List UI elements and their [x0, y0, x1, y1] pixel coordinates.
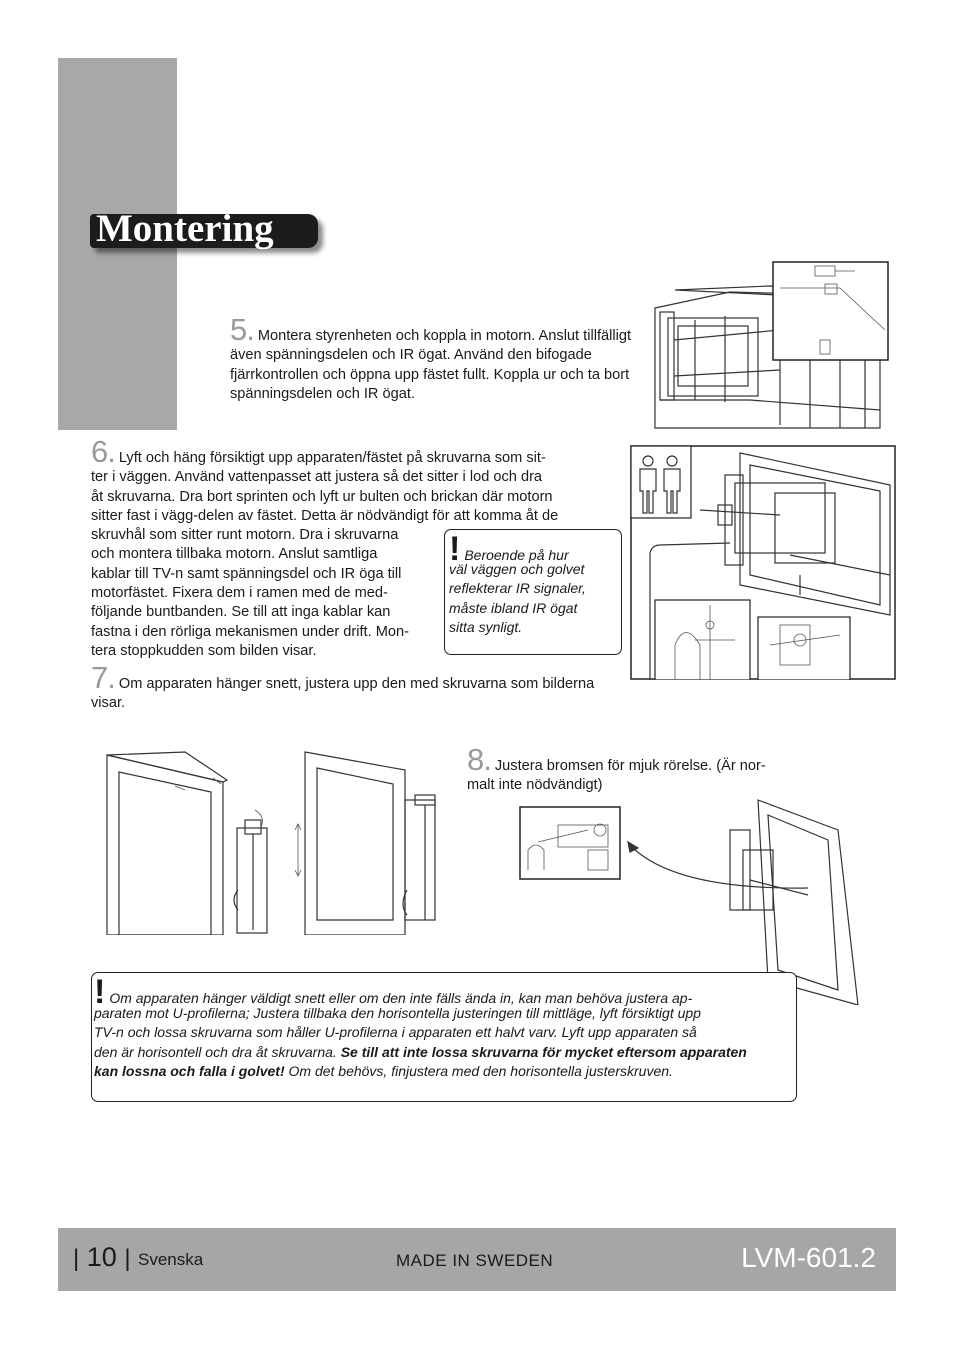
exclamation-icon: !	[449, 530, 461, 568]
step-number: 7.	[91, 660, 115, 695]
note-emphasis: kan lossna och falla i golvet!	[94, 1062, 285, 1079]
note-line: reflekterar IR signaler,	[449, 580, 586, 597]
exclamation-icon: !	[94, 973, 106, 1011]
figure-step-8	[518, 770, 868, 1005]
step-number: 5.	[230, 312, 254, 347]
footer-language: Svenska	[138, 1250, 204, 1269]
people-icon	[631, 446, 691, 518]
step-text-line: skruvhål som sitter runt motorn. Dra i skruvarna	[91, 527, 399, 544]
figure-step-6	[630, 445, 896, 680]
note-emphasis: Se till att inte lossa skruvarna för mycket eftersom apparaten	[340, 1043, 747, 1060]
note-line: sitta synligt.	[449, 618, 523, 635]
step-text-line: fastna i den rörliga mekanismen under drift. Mon-	[91, 623, 409, 640]
figure-step-7-left	[105, 750, 280, 935]
step-text-line: och montera tillbaka motorn. Anslut samtliga	[91, 546, 378, 563]
step-text-line: tera stoppkudden som bilden visar.	[91, 642, 317, 659]
step-text-line: följande buntbanden. Se till att inga kablar kan	[91, 604, 391, 621]
note-text: Om det behövs, finjustera med den horisontella justerskruven.	[284, 1062, 673, 1079]
step-7	[91, 660, 601, 714]
note-line: väl väggen och golvet	[449, 561, 585, 577]
step-text-line: motorfästet. Fixera dem i ramen med de med-	[91, 585, 388, 602]
step-text-line: sitter fast i vägg-delen av fästet. Detta är nödvändigt för att komma åt de	[91, 507, 559, 524]
note-line: måste ibland IR ögat	[449, 599, 578, 616]
note-line: paraten mot U-profilerna; Justera tillbaka den horisontella justeringen till mittläge, lyft försiktigt upp	[94, 1005, 701, 1021]
step-text-line: åt skruvarna. Dra bort sprinten och lyft ur bulten och brickan där motorn	[91, 488, 553, 505]
step-5	[230, 312, 640, 404]
step-text: Om apparaten hänger snett, justera upp den med skruvarna som bilderna visar.	[91, 676, 595, 712]
rotate-arrow-icon	[255, 810, 263, 828]
figure-step-5	[640, 260, 890, 432]
step-number: 8.	[467, 742, 491, 777]
footer-model: LVM-601.2	[741, 1242, 876, 1273]
warning-note	[91, 972, 797, 1102]
note-line: Om apparaten hänger väldigt snett eller om den inte fälls ända in, kan man behöva justera ap-	[109, 990, 693, 1006]
step-number: 6.	[91, 434, 115, 469]
step-text-line: Justera bromsen för mjuk rörelse. (Är nor-	[494, 758, 766, 774]
step-text-line: ter i väggen. Använd vattenpasset att justera så det sitter i lod och dra	[91, 469, 543, 486]
step-text: Montera styrenheten och koppla in motorn. Anslut tillfälligt även spänningsdelen och IR ögat. Använd den bifogade fjärrkontrollen och öppna upp fästet fullt. Koppla ur och ta bort spänningsdelen och IR ögat.	[230, 328, 632, 402]
note-line: Beroende på hur	[464, 547, 569, 563]
footer	[58, 1228, 896, 1291]
section-title: Montering	[96, 207, 274, 250]
note-text: den är horisontell och dra åt skruvarna.	[94, 1043, 341, 1060]
step-text-line: kablar till TV-n samt spänningsdel och IR öga till	[91, 565, 402, 582]
figure-step-7-right	[295, 750, 465, 935]
ir-note	[444, 529, 622, 655]
footer-made-in: MADE IN SWEDEN	[396, 1251, 554, 1270]
step-text-line: Lyft och häng försiktigt upp apparaten/fästet på skruvarna som sit-	[118, 450, 546, 466]
page-number: | 10 |	[73, 1242, 131, 1272]
step-text-line: malt inte nödvändigt)	[467, 777, 603, 794]
note-line: TV-n och lossa skruvarna som håller U-profilerna i apparaten ett halvt varv. Lyft upp apparaten så	[94, 1024, 697, 1041]
